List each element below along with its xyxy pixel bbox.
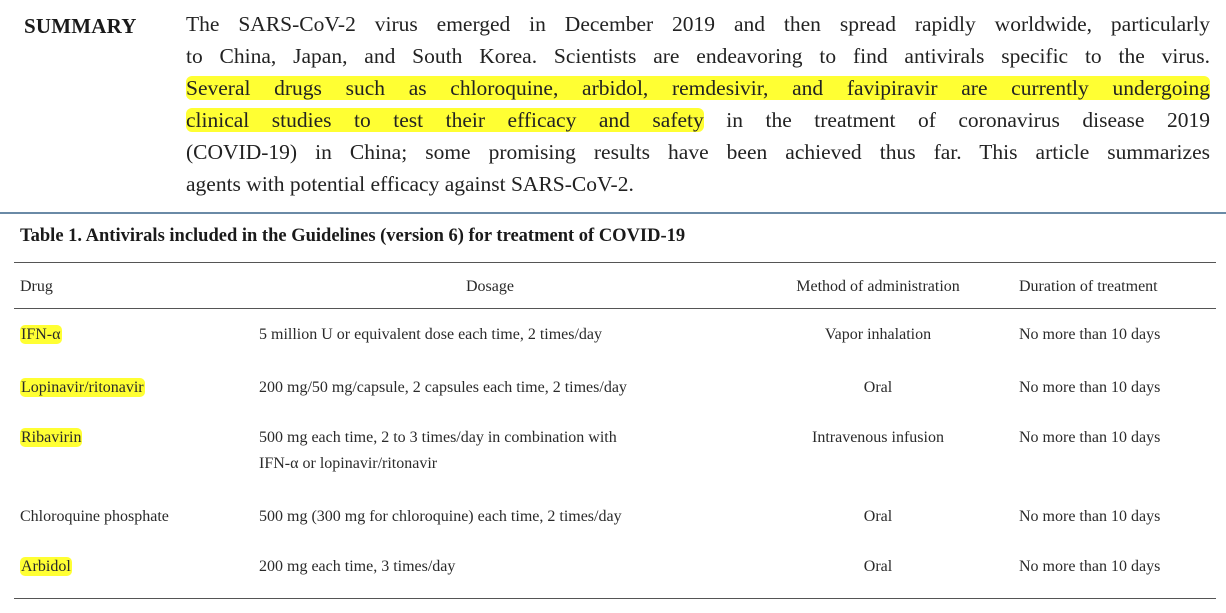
table-row-5-method: Oral — [863, 558, 893, 575]
table-row-2-duration: No more than 10 days — [1019, 379, 1161, 396]
table-row-4-method: Oral — [863, 508, 893, 525]
highlight-clinical-studies: clinical studies to test their efficacy and safety — [186, 108, 704, 132]
table-row-3-method: Intravenous infusion — [812, 429, 944, 446]
table-row-1-method: Vapor inhalation — [824, 326, 932, 343]
highlight-ifn-alpha: IFN-α — [21, 326, 61, 343]
header-method: Method of administration — [796, 278, 960, 295]
summary-line-4 — [186, 104, 1210, 136]
summary-label: SUMMARY — [24, 14, 137, 38]
table-top-rule — [14, 262, 1216, 263]
summary-paragraph — [186, 8, 1210, 200]
table-row-1-drug — [20, 323, 62, 347]
summary-line-1: The SARS-CoV-2 virus emerged in December 2019 and then spread rapidly worldwide, particularly — [186, 12, 1210, 36]
summary-line-4-rest: in the treatment of coronavirus disease 2019 — [703, 108, 1210, 132]
table-title: Table 1. Antivirals included in the Guidelines (version 6) for treatment of COVID-19 — [20, 226, 686, 246]
highlight-arbidol: Arbidol — [21, 558, 71, 575]
header-dosage: Dosage — [466, 278, 514, 295]
summary-line-3 — [186, 72, 1210, 104]
table-row-4-dosage: 500 mg (300 mg for chloroquine) each time, 2 times/day — [259, 508, 622, 525]
table-row-3-duration: No more than 10 days — [1019, 429, 1161, 446]
table-row-3-dosage: 500 mg each time, 2 to 3 times/day in combination with — [259, 429, 617, 446]
table-row-1-dosage: 5 million U or equivalent dose each time, 2 times/day — [259, 326, 603, 343]
table-header-rule — [14, 308, 1216, 309]
table-row-4-drug: Chloroquine phosphate — [20, 508, 169, 525]
summary-line-6: agents with potential efficacy against SARS-CoV-2. — [186, 172, 634, 196]
table-row-3-drug — [20, 426, 82, 450]
section-divider — [0, 212, 1226, 214]
summary-line-5: (COVID-19) in China; some promising results have been achieved thus far. This article summarizes — [186, 140, 1210, 164]
highlight-lopinavir-ritonavir: Lopinavir/ritonavir — [21, 379, 144, 396]
header-drug: Drug — [20, 278, 53, 295]
table-row-5-dosage: 200 mg each time, 3 times/day — [259, 558, 456, 575]
summary-line-2: to China, Japan, and South Korea. Scientists are endeavoring to find antivirals specific to the virus. — [186, 44, 1210, 68]
table-row-2-dosage: 200 mg/50 mg/capsule, 2 capsules each time, 2 times/day — [259, 379, 627, 396]
summary-section — [24, 8, 1214, 208]
table-row-5-drug — [20, 555, 72, 579]
highlight-drugs-under-study: Several drugs such as chloroquine, arbidol, remdesivir, and favipiravir are currently undergoing — [186, 76, 1210, 100]
table-bottom-rule — [14, 598, 1216, 599]
table-row-2-drug — [20, 376, 145, 400]
highlight-ribavirin: Ribavirin — [21, 429, 82, 446]
table-row-2-method: Oral — [863, 379, 893, 396]
table-row-5-duration: No more than 10 days — [1019, 558, 1161, 575]
table-row-1-duration: No more than 10 days — [1019, 326, 1161, 343]
table-row-3-dosage-continued: IFN-α or lopinavir/ritonavir — [259, 455, 438, 472]
table-row-4-duration: No more than 10 days — [1019, 508, 1161, 525]
header-duration: Duration of treatment — [1019, 278, 1158, 295]
